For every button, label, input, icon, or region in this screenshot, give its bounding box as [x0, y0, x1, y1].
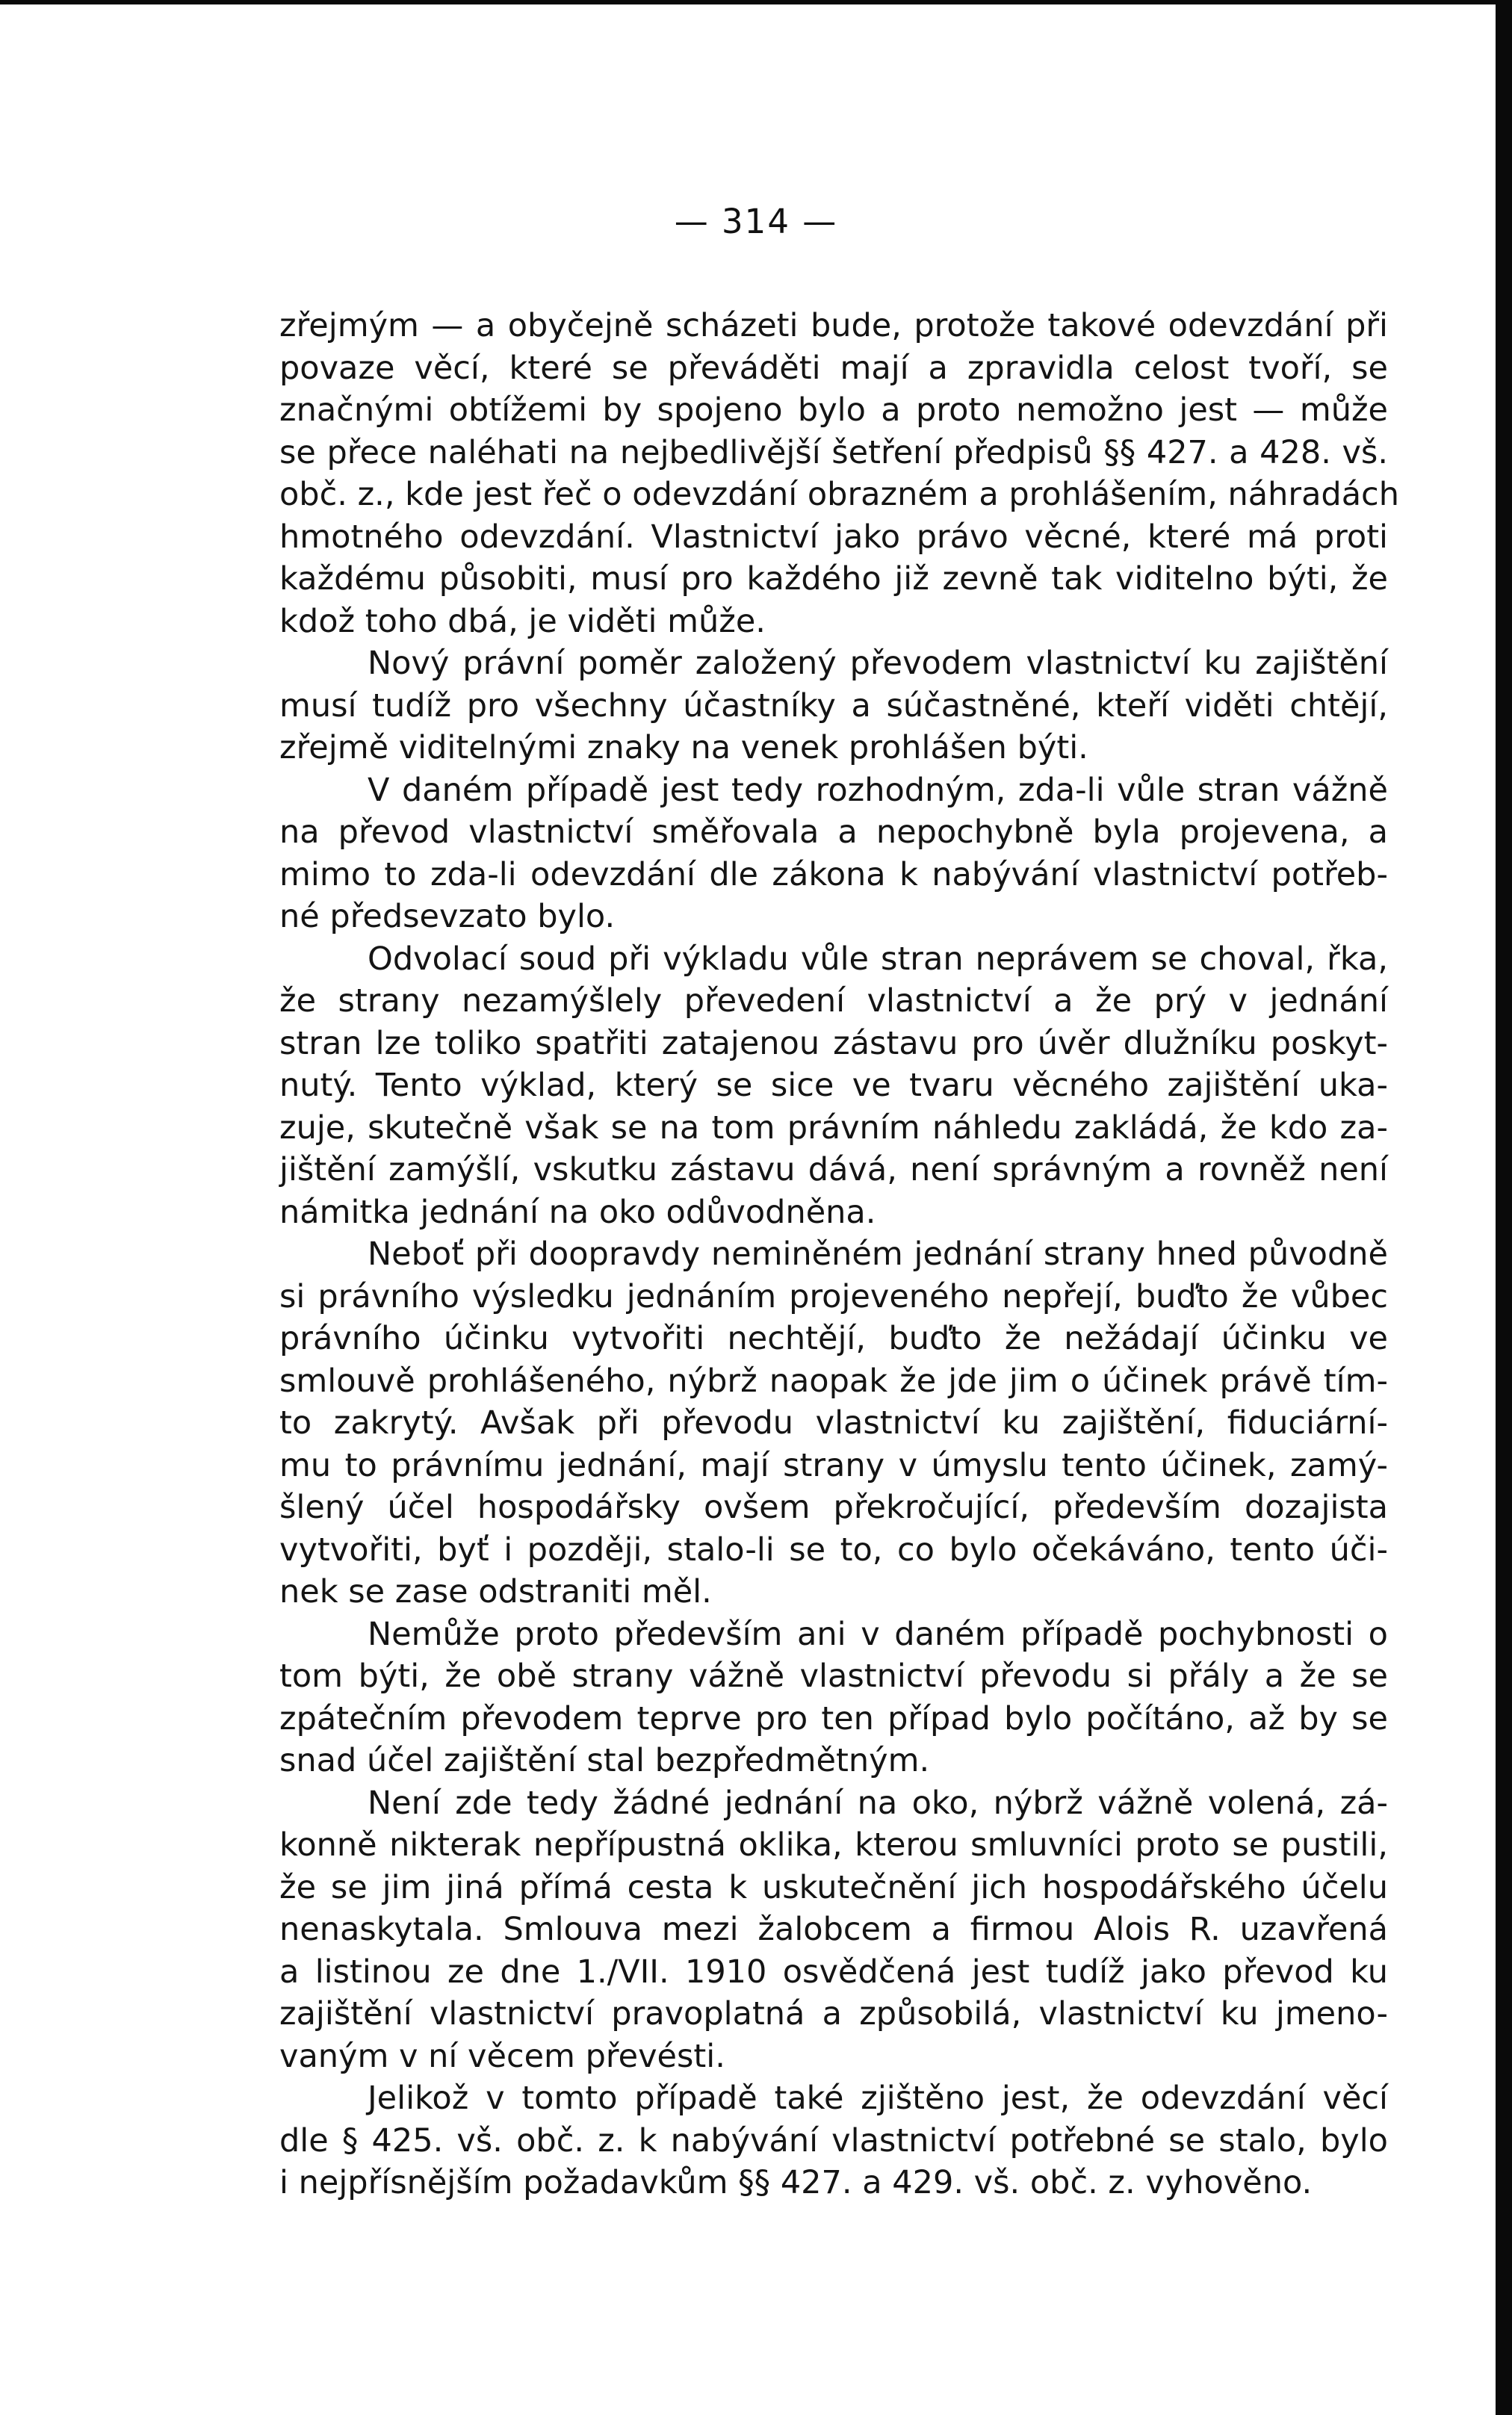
- text-line: nutý. Tento výklad, který se sice ve tvaru věcného zajištění uka-: [279, 1067, 1388, 1104]
- text-line: na převod vlastnictví směřovala a nepochybně byla projevena, a: [279, 813, 1388, 851]
- text-line: šlený účel hospodářsky ovšem překročující, především dozajista: [279, 1489, 1388, 1526]
- text-line: V daném případě jest tedy rozhodným, zda-li vůle stran vážně: [368, 771, 1388, 809]
- text-line: si právního výsledku jednáním projeveného nepřejí, buďto že vůbec: [279, 1277, 1388, 1315]
- text-line: Nový právní poměr založený převodem vlastnictví ku zajištění: [368, 645, 1388, 682]
- text-line: obč. z., kde jest řeč o odevzdání obrazném a prohlášením, náhradách: [279, 476, 1399, 513]
- text-line: zuje, skutečně však se na tom právním náhledu zakládá, že kdo za-: [279, 1109, 1388, 1147]
- text-line: mu to právnímu jednání, mají strany v úmyslu tento účinek, zamý-: [279, 1446, 1388, 1484]
- text-line: nek se zase odstraniti měl.: [279, 1573, 712, 1610]
- text-line: Není zde tedy žádné jednání na oko, nýbrž vážně volená, zá-: [368, 1784, 1388, 1822]
- text-line: právního účinku vytvořiti nechtějí, buďto že nežádají účinku ve: [279, 1320, 1388, 1357]
- text-line: stran lze toliko spatřiti zatajenou zástavu pro úvěr dlužníku poskyt-: [279, 1024, 1388, 1062]
- scan-border-right: [1496, 0, 1512, 2415]
- text-line: zřejmě viditelnými znaky na venek prohlášen býti.: [279, 729, 1088, 766]
- text-line: námitka jednání na oko odůvodněna.: [279, 1193, 876, 1231]
- text-line: kdož toho dbá, je viděti může.: [279, 602, 766, 640]
- text-line: vytvořiti, byť i později, stalo-li se to, co bylo očekáváno, tento úči-: [279, 1531, 1388, 1569]
- text-line: hmotného odevzdání. Vlastnictví jako právo věcné, které má proti: [279, 518, 1388, 556]
- text-line: Odvolací soud při výkladu vůle stran neprávem se choval, řka,: [368, 940, 1388, 978]
- text-line: zajištění vlastnictví pravoplatná a způsobilá, vlastnictví ku jmeno-: [279, 1995, 1388, 2033]
- text-line: značnými obtížemi by spojeno bylo a proto nemožno jest — může: [279, 391, 1388, 429]
- text-line: Jelikož v tomto případě také zjištěno jest, že odevzdání věcí: [368, 2080, 1388, 2117]
- text-line: konně nikterak nepřípustná oklika, kterou smluvníci proto se pustili,: [279, 1826, 1388, 1864]
- text-line: povaze věcí, které se převáděti mají a zpravidla celost tvoří, se: [279, 349, 1388, 387]
- text-line: zřejmým — a obyčejně scházeti bude, protože takové odevzdání při: [279, 307, 1388, 344]
- text-line: a listinou ze dne 1./VII. 1910 osvědčená jest tudíž jako převod ku: [279, 1953, 1388, 1991]
- text-line: vaným v ní věcem převésti.: [279, 2037, 725, 2075]
- text-line: snad účel zajištění stal bezpředmětným.: [279, 1742, 930, 1779]
- text-line: mimo to zda-li odevzdání dle zákona k nabývání vlastnictví potřeb-: [279, 855, 1388, 893]
- text-line: musí tudíž pro všechny účastníky a súčastněné, kteří viděti chtějí,: [279, 686, 1388, 725]
- text-line: dle § 425. vš. obč. z. k nabývání vlastnictví potřebné se stalo, bylo: [279, 2121, 1388, 2160]
- text-line: i nejpřísnějším požadavkům §§ 427. a 429. vš. obč. z. vyhověno.: [279, 2164, 1313, 2201]
- text-line: zpátečním převodem teprve pro ten případ bylo počítáno, až by se: [279, 1699, 1388, 1737]
- text-line: každému působiti, musí pro každého již zevně tak viditelno býti, že: [279, 560, 1388, 598]
- text-line: že strany nezamýšlely převedení vlastnictví a že prý v jednání: [279, 982, 1388, 1020]
- text-line: jištění zamýšlí, vskutku zástavu dává, není správným a rovněž není: [279, 1151, 1388, 1188]
- text-line: to zakrytý. Avšak při převodu vlastnictví ku zajištění, fiduciární-: [279, 1404, 1388, 1442]
- page-number: — 314 —: [674, 202, 838, 241]
- text-line: Neboť při doopravdy neminěném jednání strany hned původně: [368, 1236, 1388, 1273]
- text-line: že se jim jiná přímá cesta k uskutečnění jich hospodářského účelu: [279, 1868, 1388, 1906]
- body-text: [279, 305, 1399, 2204]
- text-line: Nemůže proto především ani v daném případě pochybnosti o: [368, 1615, 1388, 1653]
- text-line: nenaskytala. Smlouva mezi žalobcem a firmou Alois R. uzavřená: [279, 1911, 1388, 1948]
- text-line: tom býti, že obě strany vážně vlastnictví převodu si přály a že se: [279, 1658, 1388, 1695]
- text-line: smlouvě prohlášeného, nýbrž naopak že jde jim o účinek právě tím-: [279, 1362, 1388, 1400]
- text-line: né předsevzato bylo.: [279, 898, 616, 935]
- text-line: se přece naléhati na nejbedlivější šetření předpisů §§ 427. a 428. vš.: [279, 433, 1388, 471]
